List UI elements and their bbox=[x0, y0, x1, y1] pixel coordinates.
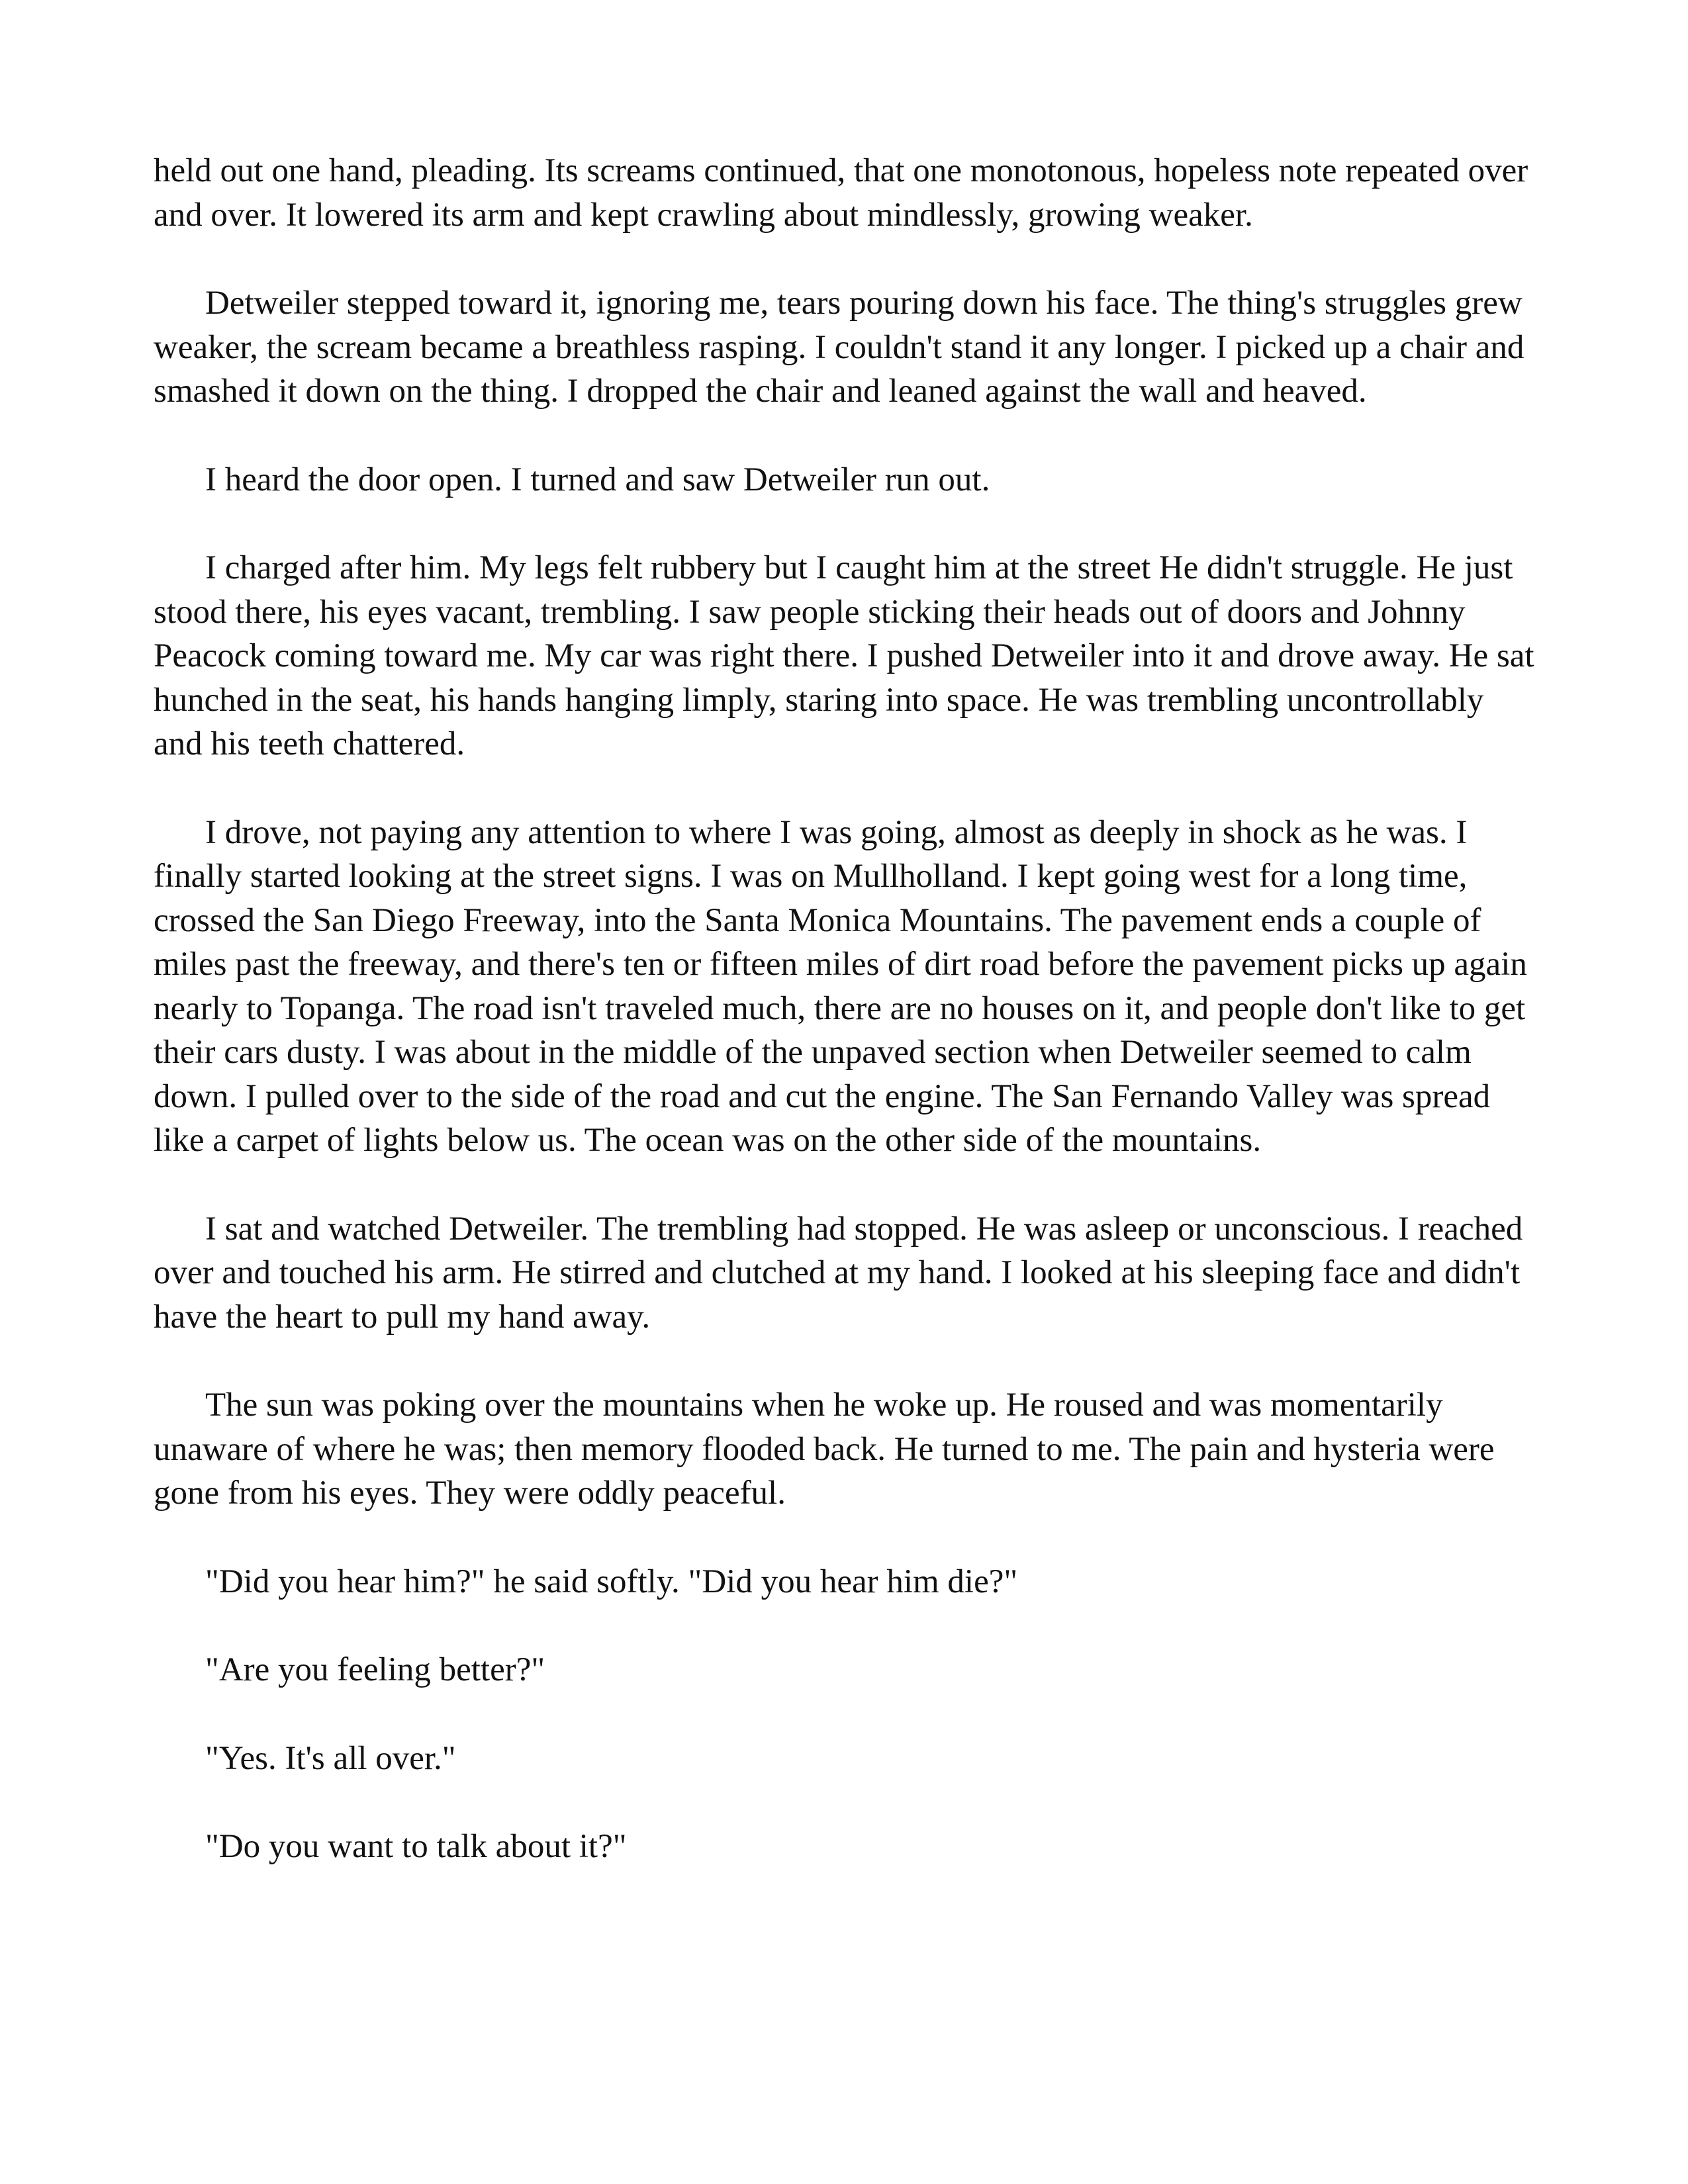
paragraph: I drove, not paying any attention to where I was going, almost as deeply in shock as he was. I finally started looking at the street signs. I was on Mullholland. I kept going west for a long time, crossed the San Diego Freeway, into the Santa Monica Mountains. The pavement ends a couple of miles past the freeway, and there's ten or fifteen miles of dirt road before the pavement picks up again nearly to Topanga. The road isn't traveled much, there are no houses on it, and people don't like to get their cars dusty. I was about in the middle of the unpaved section when Detweiler seemed to calm down. I pulled over to the side of the road and cut the engine. The San Fernando Valley was spread like a carpet of lights below us. The ocean was on the other side of the mountains. bbox=[154, 813, 1527, 1159]
paragraph-continuation: held out one hand, pleading. Its screams continued, that one monotonous, hopeless note repeated over and over. It lowered its arm and kept crawling about mindlessly, growing weaker. bbox=[154, 152, 1528, 234]
paragraph: Detweiler stepped toward it, ignoring me, tears pouring down his face. The thing's struggles grew weaker, the scream became a breathless rasping. I couldn't stand it any longer. I picked up a chair and smashed it down on the thing. I dropped the chair and leaned against the wall and heaved. bbox=[154, 285, 1524, 410]
dialogue-line: "Did you hear him?" he said softly. "Did you hear him die?" bbox=[205, 1563, 1018, 1600]
manuscript-page bbox=[154, 149, 1537, 1913]
dialogue-line: "Are you feeling better?" bbox=[205, 1651, 545, 1688]
dialogue-line: "Do you want to talk about it?" bbox=[205, 1828, 627, 1865]
dialogue-line: "Yes. It's all over." bbox=[205, 1739, 456, 1777]
paragraph: I charged after him. My legs felt rubbery but I caught him at the street He didn't struggle. He just stood there, his eyes vacant, trembling. I saw people sticking their heads out of doors and Johnny Peacock coming toward me. My car was right there. I pushed Detweiler into it and drove away. He sat hunched in the seat, his hands hanging limply, staring into space. He was trembling uncontrollably and his teeth chattered. bbox=[154, 549, 1534, 762]
paragraph: I heard the door open. I turned and saw Detweiler run out. bbox=[205, 461, 990, 498]
paragraph: I sat and watched Detweiler. The trembling had stopped. He was asleep or unconscious. I reached over and touched his arm. He stirred and clutched at my hand. I looked at his sleeping face and didn't have the heart to pull my hand away. bbox=[154, 1210, 1523, 1336]
paragraph: The sun was poking over the mountains when he woke up. He roused and was momentarily unaware of where he was; then memory flooded back. He turned to me. The pain and hysteria were gone from his eyes. They were oddly peaceful. bbox=[154, 1387, 1495, 1512]
